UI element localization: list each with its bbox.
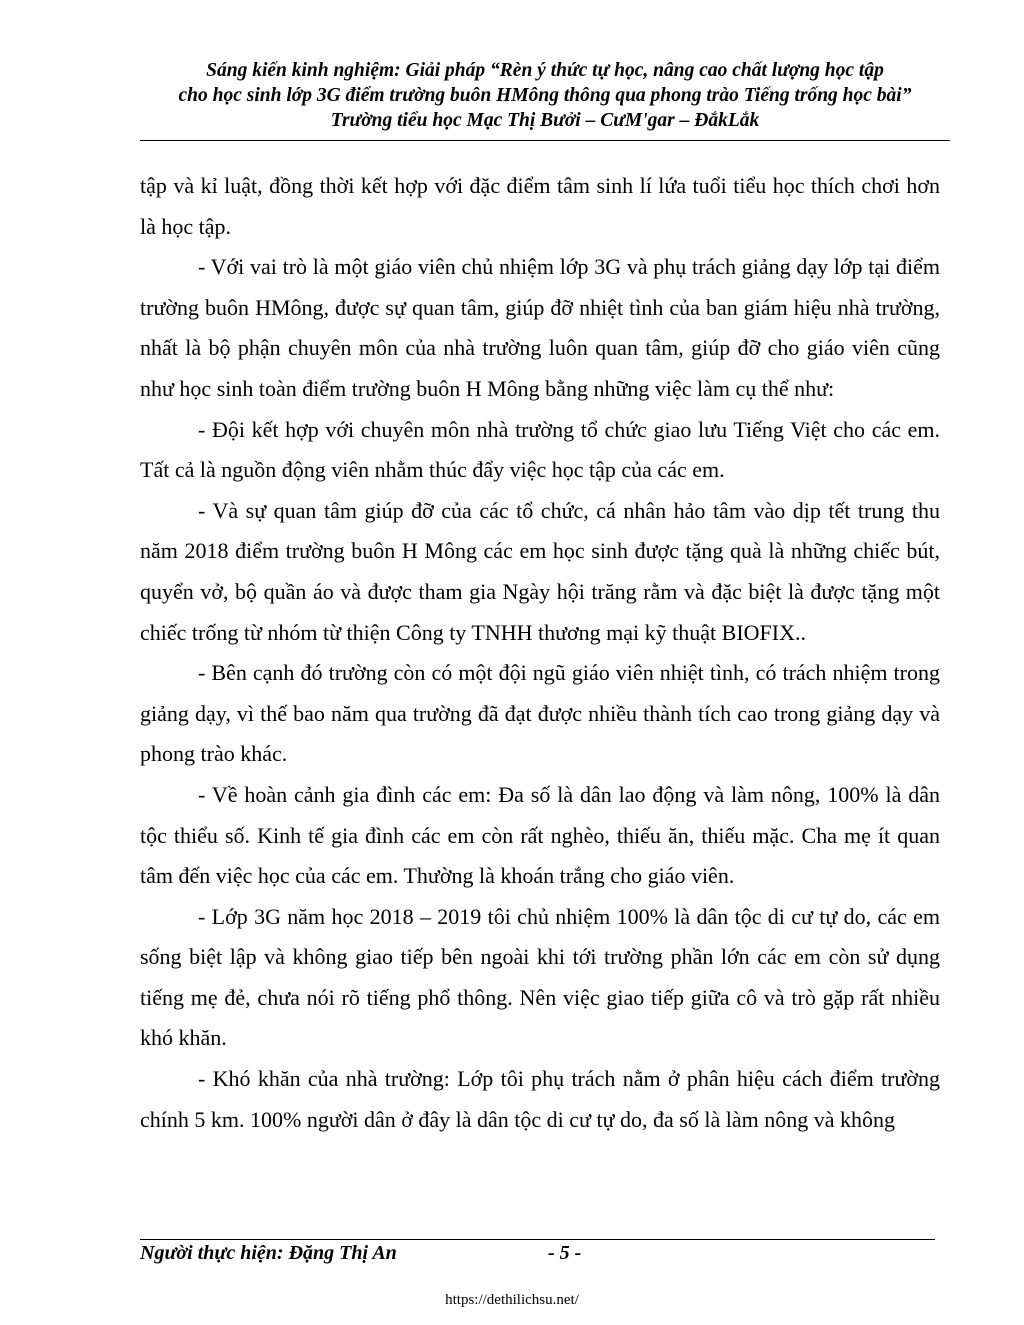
footer-author: Người thực hiện: Đặng Thị An (140, 1242, 397, 1264)
header-school-line: Trường tiểu học Mạc Thị Bưởi – CưM'gar – ĐắkLắk (330, 110, 760, 131)
paragraph-continuation: tập và kỉ luật, đồng thời kết hợp với đặc điểm tâm sinh lí lứa tuổi tiểu học thích chơi hơn là học tập. (140, 173, 940, 239)
page-header (140, 58, 950, 133)
header-divider (140, 140, 950, 141)
paragraph-school-difficulties: - Khó khăn của nhà trường: Lớp tôi phụ trách nằm ở phân hiệu cách điểm trường chính 5 km. 100% người dân ở đây là dân tộc di cư tự do, đa số là làm nông và không (140, 1066, 940, 1132)
paragraph-teacher-role: - Với vai trò là một giáo viên chủ nhiệm lớp 3G và phụ trách giảng dạy lớp tại điểm trường buôn HMông, được sự quan tâm, giúp đỡ nhiệt tình của ban giám hiệu nhà trường, nhất là bộ phận chuyên môn của nhà trường luôn quan tâm, giúp đỡ cho giáo viên cũng như học sinh toàn điểm trường buôn H Mông bằng những việc làm cụ thể như: (140, 254, 940, 401)
source-url: https://dethilichsu.net/ (445, 1292, 579, 1308)
document-body (140, 166, 940, 1140)
paragraph-teaching-staff: - Bên cạnh đó trường còn có một đội ngũ giáo viên nhiệt tình, có trách nhiệm trong giảng dạy, vì thế bao năm qua trường đã đạt được nhiều thành tích cao trong giảng dạy và phong trào khác. (140, 660, 940, 767)
header-title-line-1: Sáng kiến kinh nghiệm: Giải pháp “Rèn ý thức tự học, nâng cao chất lượng học tập (206, 60, 884, 81)
page-number: - 5 - (548, 1242, 582, 1264)
paragraph-family-situation: - Về hoàn cảnh gia đình các em: Đa số là dân lao động và làm nông, 100% là dân tộc thiểu số. Kinh tế gia đình các em còn rất nghèo, thiếu ăn, thiếu mặc. Cha mẹ ít quan tâm đến việc học của các em. Thường là khoán trắng cho giáo viên. (140, 781, 940, 889)
paragraph-charity-support: - Và sự quan tâm giúp đỡ của các tổ chức, cá nhân hảo tâm vào dịp tết trung thu năm 2018 điểm trường buôn H Mông các em học sinh được tặng quà là những chiếc bút, quyển vở, bộ quần áo và được tham gia Ngày hội trăng rằm và đặc biệt là được tặng một chiếc trống từ nhóm từ thiện Công ty TNHH thương mại kỹ thuật BIOFIX.. (140, 497, 940, 645)
header-title-line-2: cho học sinh lớp 3G điểm trường buôn HMông thông qua phong trào Tiếng trống học bài” (178, 85, 912, 106)
paragraph-class-3g: - Lớp 3G năm học 2018 – 2019 tôi chủ nhiệm 100% là dân tộc di cư tự do, các em sống biệt lập và không giao tiếp bên ngoài khi tới trường phần lớn các em còn sử dụng tiếng mẹ đẻ, chưa nói rõ tiếng phổ thông. Nên việc giao tiếp giữa cô và trò gặp rất nhiều khó khăn. (140, 903, 940, 1051)
paragraph-team-exchange: - Đội kết hợp với chuyên môn nhà trường tổ chức giao lưu Tiếng Việt cho các em. Tất cả là nguồn động viên nhằm thúc đẩy việc học tập của các em. (140, 416, 940, 483)
